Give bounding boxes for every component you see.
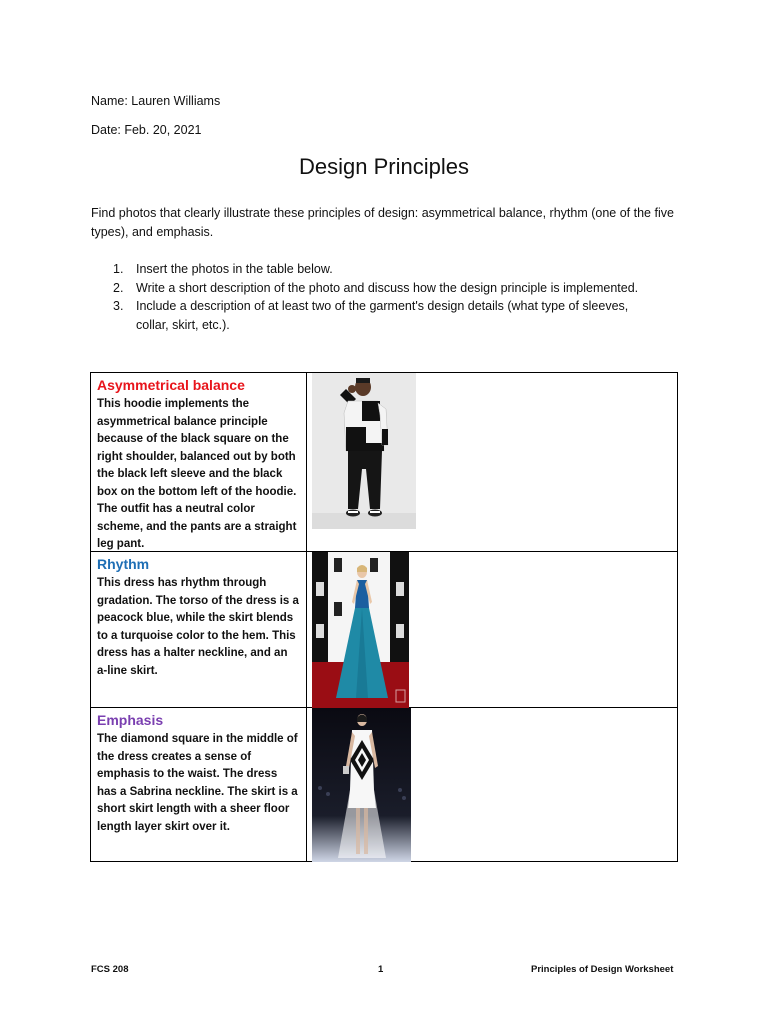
blue-gown-photo (312, 552, 409, 708)
table-row-emphasis (91, 708, 677, 862)
table-row-asymmetrical-balance (91, 373, 677, 552)
student-name: Name: Lauren Williams (91, 94, 221, 108)
instruction-text: Insert the photos in the table below. (136, 262, 333, 276)
instruction-list (91, 260, 651, 334)
photo-cell (307, 708, 677, 862)
description-cell (91, 708, 307, 862)
instruction-number: 1. (113, 262, 124, 276)
description-cell (91, 552, 307, 707)
description-cell (91, 373, 307, 551)
page-title: Design Principles (299, 154, 469, 179)
page-number: 1 (378, 964, 384, 975)
instruction-item (91, 297, 651, 334)
instruction-item (91, 279, 651, 298)
principle-description: This hoodie implements the asymmetrical balance principle because of the black square on the right shoulder, balanced out by both the black left sleeve and the black box on the bottom left of the hoodie. The outfit has a neutral color scheme, and the pants are a straight leg pant. (97, 398, 297, 550)
assignment-date: Date: Feb. 20, 2021 (91, 123, 202, 137)
course-code: FCS 208 (91, 964, 129, 975)
photo-cell (307, 373, 677, 551)
photo-cell (307, 552, 677, 707)
principle-heading: Emphasis (97, 712, 164, 728)
instruction-number: 3. (113, 299, 124, 313)
worksheet-title: Principles of Design Worksheet (531, 964, 674, 975)
principle-description: This dress has rhythm through gradation. The torso of the dress is a peacock blue, while the skirt blends to a turquoise color to the hem. This dress has a halter neckline, and an a-line skirt. (97, 577, 299, 677)
instruction-number: 2. (113, 280, 124, 295)
instruction-text: Include a description of at least two of the garment's design details (what type of sleeves, collar, skirt, etc.). (136, 299, 629, 332)
hoodie-outfit-photo (312, 373, 416, 529)
intro-paragraph: Find photos that clearly illustrate these principles of design: asymmetrical balance, rhythm (one of the five types), and emphasis. (91, 206, 674, 239)
principle-heading: Rhythm (97, 556, 150, 572)
principles-table (90, 372, 678, 862)
diamond-dress-photo (312, 708, 411, 862)
instruction-text: Write a short description of the photo and discuss how the design principle is implemented. (136, 280, 639, 295)
instruction-item (91, 260, 651, 279)
principle-heading: Asymmetrical balance (97, 377, 245, 393)
table-row-rhythm (91, 552, 677, 708)
principle-description: The diamond square in the middle of the dress creates a sense of emphasis to the waist. The dress has a Sabrina neckline. The skirt is a short skirt length with a sheer floor length layer skirt over it. (97, 733, 298, 833)
